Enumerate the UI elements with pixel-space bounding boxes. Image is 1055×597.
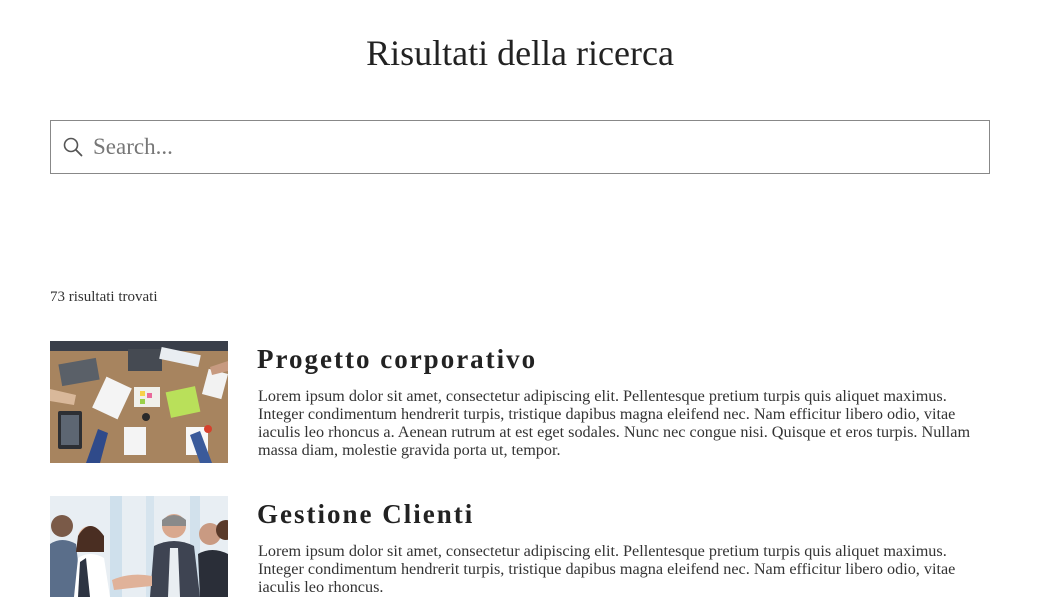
- search-icon[interactable]: [63, 137, 83, 157]
- page-title: Risultati della ricerca: [366, 33, 674, 73]
- business-meeting-table-photo: [50, 341, 228, 463]
- result-item[interactable]: [50, 496, 990, 597]
- result-count: 73 risultati trovati: [50, 289, 158, 305]
- result-item[interactable]: [50, 341, 990, 465]
- result-thumbnail[interactable]: [50, 341, 228, 463]
- result-title[interactable]: Progetto corporativo: [257, 344, 538, 374]
- result-description: Lorem ipsum dolor sit amet, consectetur adipiscing elit. Pellentesque pretium turpis quis aliquet maximus. Integer condimentum hendrerit turpis, tristique dapibus magna eleifend nec. Nam efficitur libero odio, vitae iaculis leo rhoncus.: [258, 542, 956, 596]
- result-description: Lorem ipsum dolor sit amet, consectetur adipiscing elit. Pellentesque pretium turpis quis aliquet maximus. Integer condimentum hendrerit turpis, tristique dapibus magna eleifend nec. Nam efficitur libero odio, vitae iaculis leo rhoncus a. Aenean rutrum at est eget sodales. Nunc nec congue nisi. Quisque et eros turpis. Nullam massa diam, molestie gravida porta ut, tempor.: [258, 387, 971, 459]
- result-thumbnail[interactable]: [50, 496, 228, 597]
- result-title[interactable]: Gestione Clienti: [257, 499, 475, 529]
- search-box[interactable]: [50, 120, 990, 174]
- search-input[interactable]: [93, 121, 973, 173]
- business-handshake-photo: [50, 496, 228, 597]
